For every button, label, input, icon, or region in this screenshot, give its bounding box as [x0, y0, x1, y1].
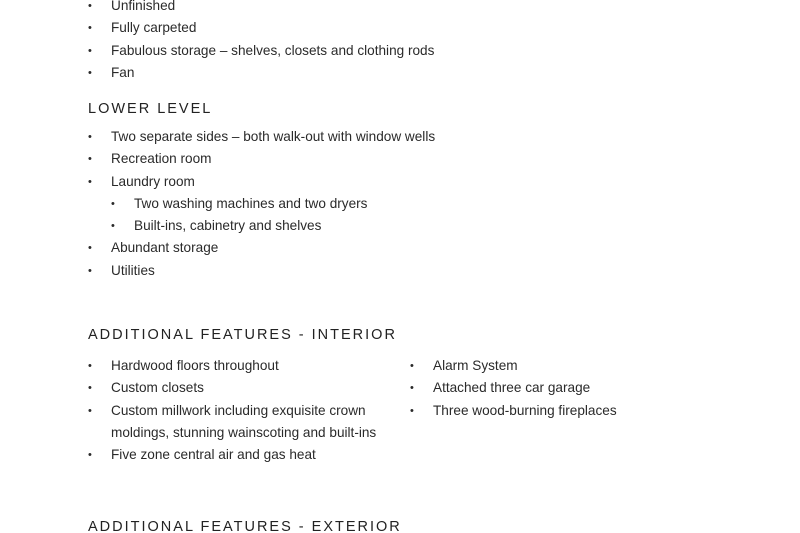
interior-features-heading: ADDITIONAL FEATURES - INTERIOR	[88, 327, 397, 343]
list-item: • Three wood-burning fireplaces	[410, 400, 617, 422]
sub-list-item: • Two washing machines and two dryers	[88, 193, 435, 215]
bullet-icon: •	[88, 404, 92, 417]
bullet-icon: •	[88, 0, 92, 12]
bullet-icon: •	[410, 382, 414, 395]
list-item: • Laundry room	[88, 171, 435, 193]
list-item: • Custom closets	[88, 377, 381, 399]
bullet-icon: •	[88, 153, 92, 166]
bullet-icon: •	[88, 66, 92, 79]
list-item: • Fabulous storage – shelves, closets and clothing rods	[88, 40, 434, 62]
bullet-icon: •	[88, 242, 92, 255]
bullet-icon: •	[88, 449, 92, 462]
list-item: • Fan	[88, 62, 434, 84]
list-item: • Abundant storage	[88, 237, 435, 259]
bullet-icon: •	[111, 197, 115, 210]
list-item: • Fully carpeted	[88, 17, 434, 39]
lower-level-list	[88, 126, 435, 282]
list-item: • Utilities	[88, 260, 435, 282]
lower-level-heading: LOWER LEVEL	[88, 101, 213, 117]
bullet-icon: •	[88, 44, 92, 57]
list-item: • Five zone central air and gas heat	[88, 444, 381, 466]
bullet-icon: •	[88, 382, 92, 395]
list-item: • Hardwood floors throughout	[88, 355, 381, 377]
bullet-icon: •	[410, 404, 414, 417]
list-item: • Attached three car garage	[410, 377, 617, 399]
bullet-icon: •	[111, 220, 115, 233]
exterior-features-heading: ADDITIONAL FEATURES - EXTERIOR	[88, 519, 402, 533]
bullet-icon: •	[88, 360, 92, 372]
sub-list-item: • Built-ins, cabinetry and shelves	[88, 215, 435, 237]
list-item: • Recreation room	[88, 148, 435, 170]
list-item: • Custom millwork including exquisite crown moldings, stunning wainscoting and built-ins	[88, 400, 381, 445]
bullet-icon: •	[88, 175, 92, 188]
bullet-icon: •	[88, 22, 92, 35]
list-item: • Unfinished	[88, 0, 434, 17]
bullet-icon: •	[410, 360, 414, 372]
bullet-icon: •	[88, 264, 92, 277]
upper-level-list	[88, 0, 434, 84]
list-item: • Alarm System	[410, 355, 617, 377]
interior-features-right-list	[410, 355, 617, 422]
list-item: • Two separate sides – both walk-out with window wells	[88, 126, 435, 148]
interior-features-left-list	[88, 355, 381, 466]
bullet-icon: •	[88, 131, 92, 143]
